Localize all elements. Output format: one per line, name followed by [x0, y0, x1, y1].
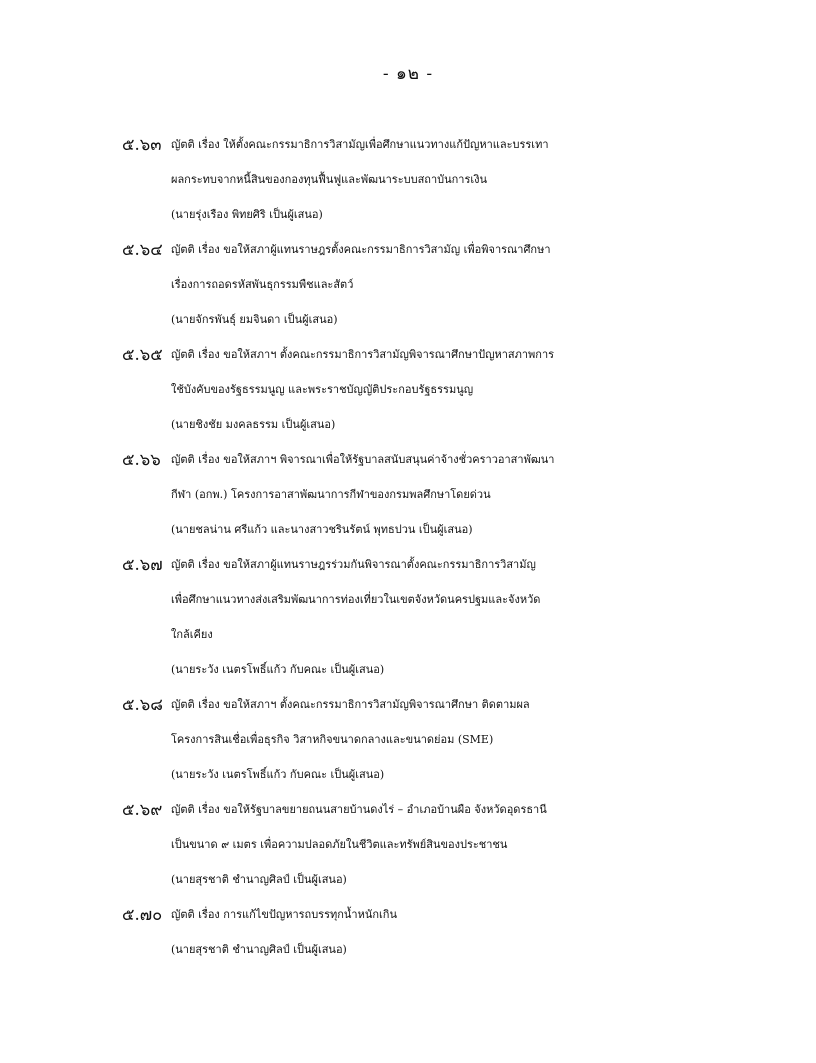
item-title-line: ญัตติ เรื่อง การแก้ไขปัญหารถบรรทุกน้ำหนักเกิน	[171, 908, 397, 921]
item-title-line: ญัตติ เรื่อง ขอให้สภาฯ ตั้งคณะกรรมาธิการวิสามัญพิจารณาศึกษาปัญหาสภาพการ	[171, 348, 555, 361]
item-title-line: เรื่องการถอดรหัสพันธุกรรมพืชและสัตว์	[171, 278, 354, 291]
agenda-item	[0, 792, 816, 897]
item-proposer: (นายระวัง เนตรโพธิ์แก้ว กับคณะ เป็นผู้เสนอ)	[171, 663, 385, 676]
agenda-item	[0, 232, 816, 337]
item-proposer: (นายชิงชัย มงคลธรรม เป็นผู้เสนอ)	[171, 418, 336, 431]
item-number: ๕.๖๘	[122, 695, 163, 714]
item-proposer: (นายรุ่งเรือง พิทยศิริ เป็นผู้เสนอ)	[171, 208, 323, 221]
item-title-line: ญัตติ เรื่อง ขอให้สภาผู้แทนราษฎรตั้งคณะกรรมาธิการวิสามัญ เพื่อพิจารณาศึกษา	[171, 243, 551, 256]
item-proposer: (นายชลน่าน ศรีแก้ว และนางสาวชรินรัตน์ พุทธปวน เป็นผู้เสนอ)	[171, 523, 473, 536]
item-title-line: ญัตติ เรื่อง ขอให้สภาผู้แทนราษฎรร่วมกันพิจารณาตั้งคณะกรรมาธิการวิสามัญ	[171, 558, 536, 571]
item-title-line: เพื่อศึกษาแนวทางส่งเสริมพัฒนาการท่องเที่ยวในเขตจังหวัดนครปฐมและจังหวัด	[171, 593, 541, 606]
item-number: ๕.๖๓	[122, 135, 162, 154]
agenda-item	[0, 337, 816, 442]
item-proposer: (นายจักรพันธุ์ ยมจินดา เป็นผู้เสนอ)	[171, 313, 338, 326]
item-title-line: กีฬา (อกพ.) โครงการอาสาพัฒนาการกีฬาของกรมพลศึกษาโดยด่วน	[171, 488, 491, 501]
item-number: ๕.๗๐	[122, 905, 163, 924]
item-title-line: ใกล้เคียง	[171, 628, 213, 641]
item-number: ๕.๖๗	[122, 555, 163, 574]
item-number: ๕.๖๕	[122, 345, 163, 364]
item-proposer: (นายสุรชาติ ชำนาญศิลป์ เป็นผู้เสนอ)	[171, 873, 347, 886]
agenda-item	[0, 127, 816, 232]
page-number: - ๑๒ -	[382, 64, 434, 84]
item-proposer: (นายระวัง เนตรโพธิ์แก้ว กับคณะ เป็นผู้เสนอ)	[171, 768, 385, 781]
item-title-line: ผลกระทบจากหนี้สินของกองทุนฟื้นฟูและพัฒนาระบบสถาบันการเงิน	[171, 173, 488, 186]
item-title-line: ใช้บังคับของรัฐธรรมนูญ และพระราชบัญญัติประกอบรัฐธรรมนูญ	[171, 383, 474, 396]
agenda-item	[0, 442, 816, 547]
item-title-line: โครงการสินเชื่อเพื่อธุรกิจ วิสาหกิจขนาดกลางและขนาดย่อม (SME)	[171, 733, 494, 746]
item-number: ๕.๖๔	[122, 240, 163, 259]
item-title-line: ญัตติ เรื่อง ขอให้สภาฯ ตั้งคณะกรรมาธิการวิสามัญพิจารณาศึกษา ติดตามผล	[171, 698, 530, 711]
item-title-line: ญัตติ เรื่อง ขอให้รัฐบาลขยายถนนสายบ้านดงไร่ – อำเภอบ้านผือ จังหวัดอุดรธานี	[171, 803, 547, 816]
item-proposer: (นายสุรชาติ ชำนาญศิลป์ เป็นผู้เสนอ)	[171, 943, 347, 956]
item-number: ๕.๖๙	[122, 800, 163, 819]
agenda-item	[0, 897, 816, 967]
item-number: ๕.๖๖	[122, 450, 161, 469]
agenda-list	[0, 127, 816, 967]
item-title-line: ญัตติ เรื่อง ขอให้สภาฯ พิจารณาเพื่อให้รัฐบาลสนับสนุนค่าจ้างชั่วคราวอาสาพัฒนา	[171, 453, 555, 466]
agenda-item	[0, 687, 816, 792]
agenda-item	[0, 547, 816, 687]
item-title-line: เป็นขนาด ๙ เมตร เพื่อความปลอดภัยในชีวิตและทรัพย์สินของประชาชน	[171, 838, 508, 851]
item-title-line: ญัตติ เรื่อง ให้ตั้งคณะกรรมาธิการวิสามัญเพื่อศึกษาแนวทางแก้ปัญหาและบรรเทา	[171, 138, 549, 151]
